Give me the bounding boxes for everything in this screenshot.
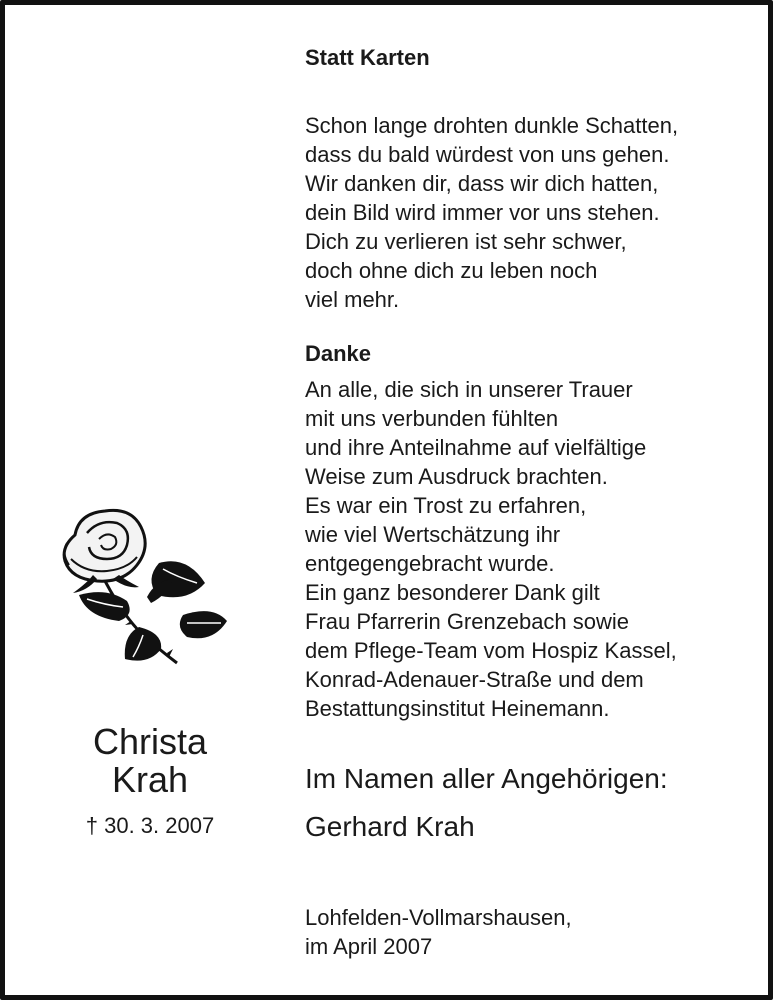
poem-line: Schon lange drohten dunkle Schatten, (305, 113, 679, 138)
poem-line: Dich zu verlieren ist sehr schwer, (305, 229, 627, 254)
thanks-line: Konrad-Adenauer-Straße und dem (305, 667, 644, 692)
heading-danke: Danke (305, 341, 372, 366)
poem (305, 111, 678, 314)
poem-line: viel mehr. (305, 287, 400, 312)
deceased-first-name: Christa (92, 721, 208, 762)
thanks-line: Weise zum Ausdruck brachten. (305, 464, 608, 489)
thanks-line: Bestattungsinstitut Heinemann. (305, 696, 610, 721)
thanks-line: Frau Pfarrerin Grenzebach sowie (305, 609, 630, 634)
death-date: † 30. 3. 2007 (85, 813, 215, 838)
poem-line: Wir danken dir, dass wir dich hatten, (305, 171, 659, 196)
poem-line: doch ohne dich zu leben noch (305, 258, 598, 283)
thanks-line: wie viel Wertschätzung ihr (305, 522, 561, 547)
place-line: Lohfelden-Vollmarshausen, (305, 905, 572, 930)
poem-line: dass du bald würdest von uns gehen. (305, 142, 670, 167)
thanks-line: dem Pflege-Team vom Hospiz Kassel, (305, 638, 677, 663)
signoff-intro: Im Namen aller Angehörigen: (305, 763, 668, 794)
place-and-date (305, 903, 572, 961)
deceased-name (45, 723, 255, 799)
deceased-last-name: Krah (111, 759, 189, 800)
signoff-name: Gerhard Krah (305, 811, 475, 842)
thanks-line: entgegengebracht wurde. (305, 551, 555, 576)
thanks-line: Ein ganz besonderer Dank gilt (305, 580, 600, 605)
thanks-line: Es war ein Trost zu erfahren, (305, 493, 587, 518)
thanks-line: und ihre Anteilnahme auf vielfältige (305, 435, 647, 460)
thanks-text (305, 375, 677, 723)
thanks-line: An alle, die sich in unserer Trauer (305, 377, 633, 402)
poem-line: dein Bild wird immer vor uns stehen. (305, 200, 660, 225)
heading-statt-karten: Statt Karten (305, 45, 430, 70)
date-line: im April 2007 (305, 934, 433, 959)
rose-icon (27, 503, 237, 683)
thanks-line: mit uns verbunden fühlten (305, 406, 559, 431)
